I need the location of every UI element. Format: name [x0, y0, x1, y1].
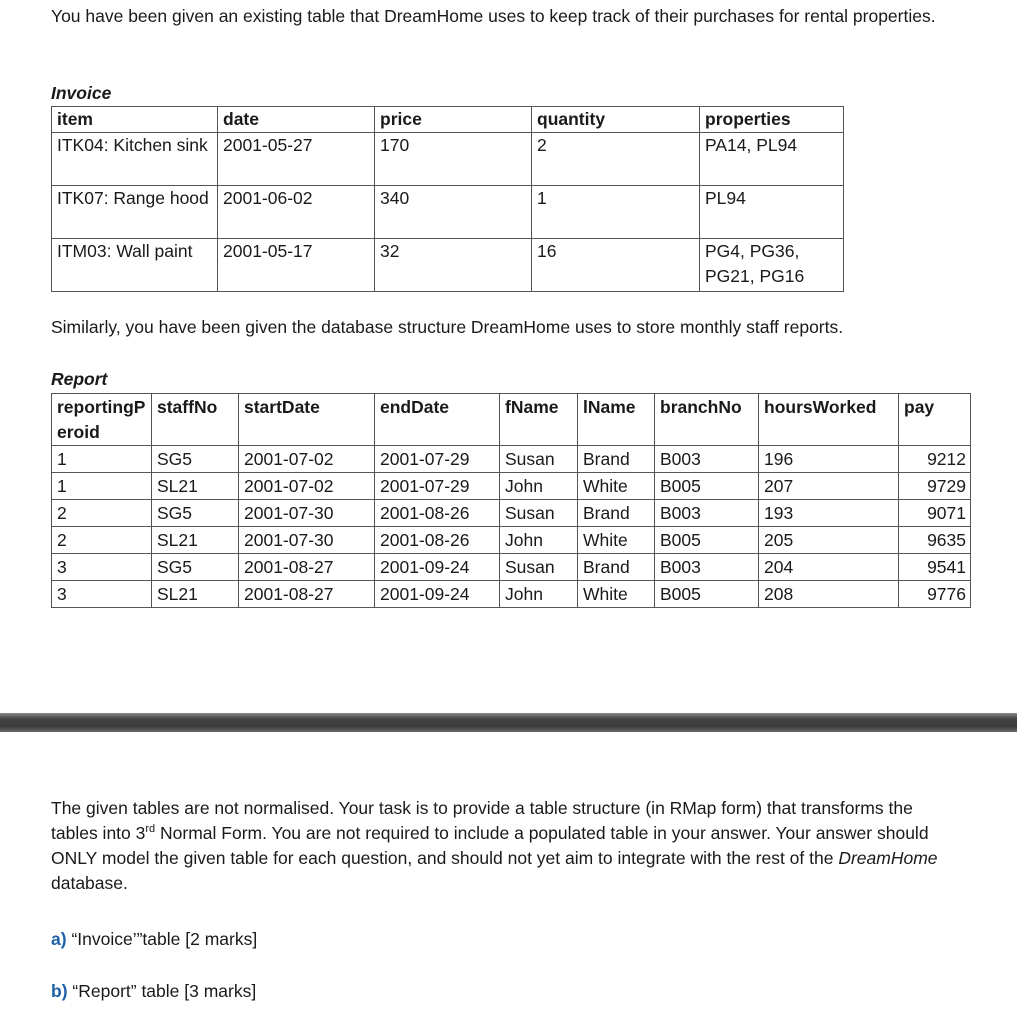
- report-cell: 9776: [899, 581, 971, 608]
- table-row: [52, 186, 844, 239]
- report-cell: SL21: [152, 581, 239, 608]
- invoice-cell: 170: [375, 133, 532, 186]
- report-header-cell: fName: [500, 394, 578, 446]
- invoice-cell: PG4, PG36, PG21, PG16: [700, 239, 844, 292]
- invoice-cell: ITM03: Wall paint: [52, 239, 218, 292]
- task-text-3: database.: [51, 873, 128, 893]
- invoice-header-cell: item: [52, 107, 218, 133]
- report-cell: 196: [759, 446, 899, 473]
- report-header-cell: staffNo: [152, 394, 239, 446]
- report-header-cell: endDate: [375, 394, 500, 446]
- question-a-label: a): [51, 929, 67, 949]
- invoice-header-cell: price: [375, 107, 532, 133]
- invoice-cell: 2001-05-17: [218, 239, 375, 292]
- invoice-cell: ITK04: Kitchen sink: [52, 133, 218, 186]
- report-cell: Susan: [500, 554, 578, 581]
- report-cell: John: [500, 527, 578, 554]
- report-cell: 204: [759, 554, 899, 581]
- task-text-1: The given tables are not normalised. Your task is to provide a table structure (in RMap form) that transforms the tables into 3: [51, 798, 913, 843]
- report-cell: 2001-07-30: [239, 500, 375, 527]
- page-divider: [0, 713, 1017, 732]
- report-intro-paragraph: Similarly, you have been given the database structure DreamHome uses to store monthly staff reports.: [51, 317, 844, 337]
- report-cell: Susan: [500, 446, 578, 473]
- invoice-header-cell: quantity: [532, 107, 700, 133]
- report-cell: 2001-09-24: [375, 581, 500, 608]
- question-b-text: “Report” table [3 marks]: [72, 981, 257, 1001]
- report-cell: SG5: [152, 554, 239, 581]
- invoice-header-row: [52, 107, 844, 133]
- report-cell: B005: [655, 581, 759, 608]
- report-cell: 205: [759, 527, 899, 554]
- invoice-cell: 2001-05-27: [218, 133, 375, 186]
- report-cell: Brand: [578, 500, 655, 527]
- report-cell: B003: [655, 446, 759, 473]
- report-cell: 1: [52, 473, 152, 500]
- question-a-text: “Invoice’”table [2 marks]: [71, 929, 258, 949]
- question-b: [51, 979, 256, 1004]
- report-header-cell: startDate: [239, 394, 375, 446]
- table-row: [52, 554, 971, 581]
- report-cell: 3: [52, 581, 152, 608]
- question-b-label: b): [51, 981, 68, 1001]
- invoice-header-cell: date: [218, 107, 375, 133]
- report-cell: John: [500, 473, 578, 500]
- report-header-cell: lName: [578, 394, 655, 446]
- report-header-cell: pay: [899, 394, 971, 446]
- report-cell: B003: [655, 554, 759, 581]
- report-table: [51, 393, 971, 608]
- report-cell: 2: [52, 500, 152, 527]
- task-paragraph: [51, 796, 951, 896]
- report-cell: John: [500, 581, 578, 608]
- report-caption: Report: [51, 369, 108, 389]
- table-row: [52, 473, 971, 500]
- invoice-cell: 16: [532, 239, 700, 292]
- report-header-cell: branchNo: [655, 394, 759, 446]
- report-cell: 2001-08-27: [239, 554, 375, 581]
- question-a: [51, 927, 257, 952]
- report-cell: 3: [52, 554, 152, 581]
- report-cell: 2001-09-24: [375, 554, 500, 581]
- report-cell: 1: [52, 446, 152, 473]
- report-cell: SG5: [152, 500, 239, 527]
- report-cell: 207: [759, 473, 899, 500]
- invoice-table: [51, 106, 844, 292]
- report-cell: White: [578, 527, 655, 554]
- report-cell: SG5: [152, 446, 239, 473]
- report-cell: Susan: [500, 500, 578, 527]
- report-cell: Brand: [578, 554, 655, 581]
- table-row: [52, 446, 971, 473]
- invoice-cell: PL94: [700, 186, 844, 239]
- report-cell: White: [578, 473, 655, 500]
- invoice-caption: Invoice: [51, 83, 112, 103]
- report-cell: 2001-07-29: [375, 446, 500, 473]
- report-cell: 2001-07-30: [239, 527, 375, 554]
- invoice-cell: 2: [532, 133, 700, 186]
- table-row: [52, 239, 844, 292]
- task-emphasis: DreamHome: [838, 848, 938, 868]
- report-cell: 9212: [899, 446, 971, 473]
- report-cell: 2001-07-02: [239, 473, 375, 500]
- invoice-cell: ITK07: Range hood: [52, 186, 218, 239]
- report-cell: 2001-07-02: [239, 446, 375, 473]
- report-header-cell: reportingPeroid: [52, 394, 152, 446]
- report-cell: 9071: [899, 500, 971, 527]
- table-row: [52, 527, 971, 554]
- report-cell: SL21: [152, 527, 239, 554]
- table-row: [52, 500, 971, 527]
- report-cell: 9541: [899, 554, 971, 581]
- report-cell: 193: [759, 500, 899, 527]
- invoice-cell: 2001-06-02: [218, 186, 375, 239]
- table-row: [52, 133, 844, 186]
- report-cell: 2001-08-27: [239, 581, 375, 608]
- report-header-row: [52, 394, 971, 446]
- report-cell: 9635: [899, 527, 971, 554]
- invoice-cell: 32: [375, 239, 532, 292]
- invoice-cell: 1: [532, 186, 700, 239]
- report-cell: 208: [759, 581, 899, 608]
- report-cell: White: [578, 581, 655, 608]
- report-cell: B005: [655, 473, 759, 500]
- report-cell: 2001-08-26: [375, 500, 500, 527]
- invoice-header-cell: properties: [700, 107, 844, 133]
- report-cell: B003: [655, 500, 759, 527]
- report-cell: 9729: [899, 473, 971, 500]
- report-header-cell: hoursWorked: [759, 394, 899, 446]
- report-cell: Brand: [578, 446, 655, 473]
- table-row: [52, 581, 971, 608]
- invoice-cell: 340: [375, 186, 532, 239]
- report-cell: 2001-08-26: [375, 527, 500, 554]
- report-cell: SL21: [152, 473, 239, 500]
- task-text-2: Normal Form. You are not required to include a populated table in your answer. Your answer should ONLY model the given table for each question, and should not yet aim to integrate with the rest of the: [51, 823, 929, 868]
- invoice-cell: PA14, PL94: [700, 133, 844, 186]
- task-superscript: rd: [145, 823, 156, 836]
- report-cell: 2001-07-29: [375, 473, 500, 500]
- report-cell: 2: [52, 527, 152, 554]
- report-cell: B005: [655, 527, 759, 554]
- intro-paragraph: You have been given an existing table that DreamHome uses to keep track of their purchases for rental properties.: [51, 6, 936, 26]
